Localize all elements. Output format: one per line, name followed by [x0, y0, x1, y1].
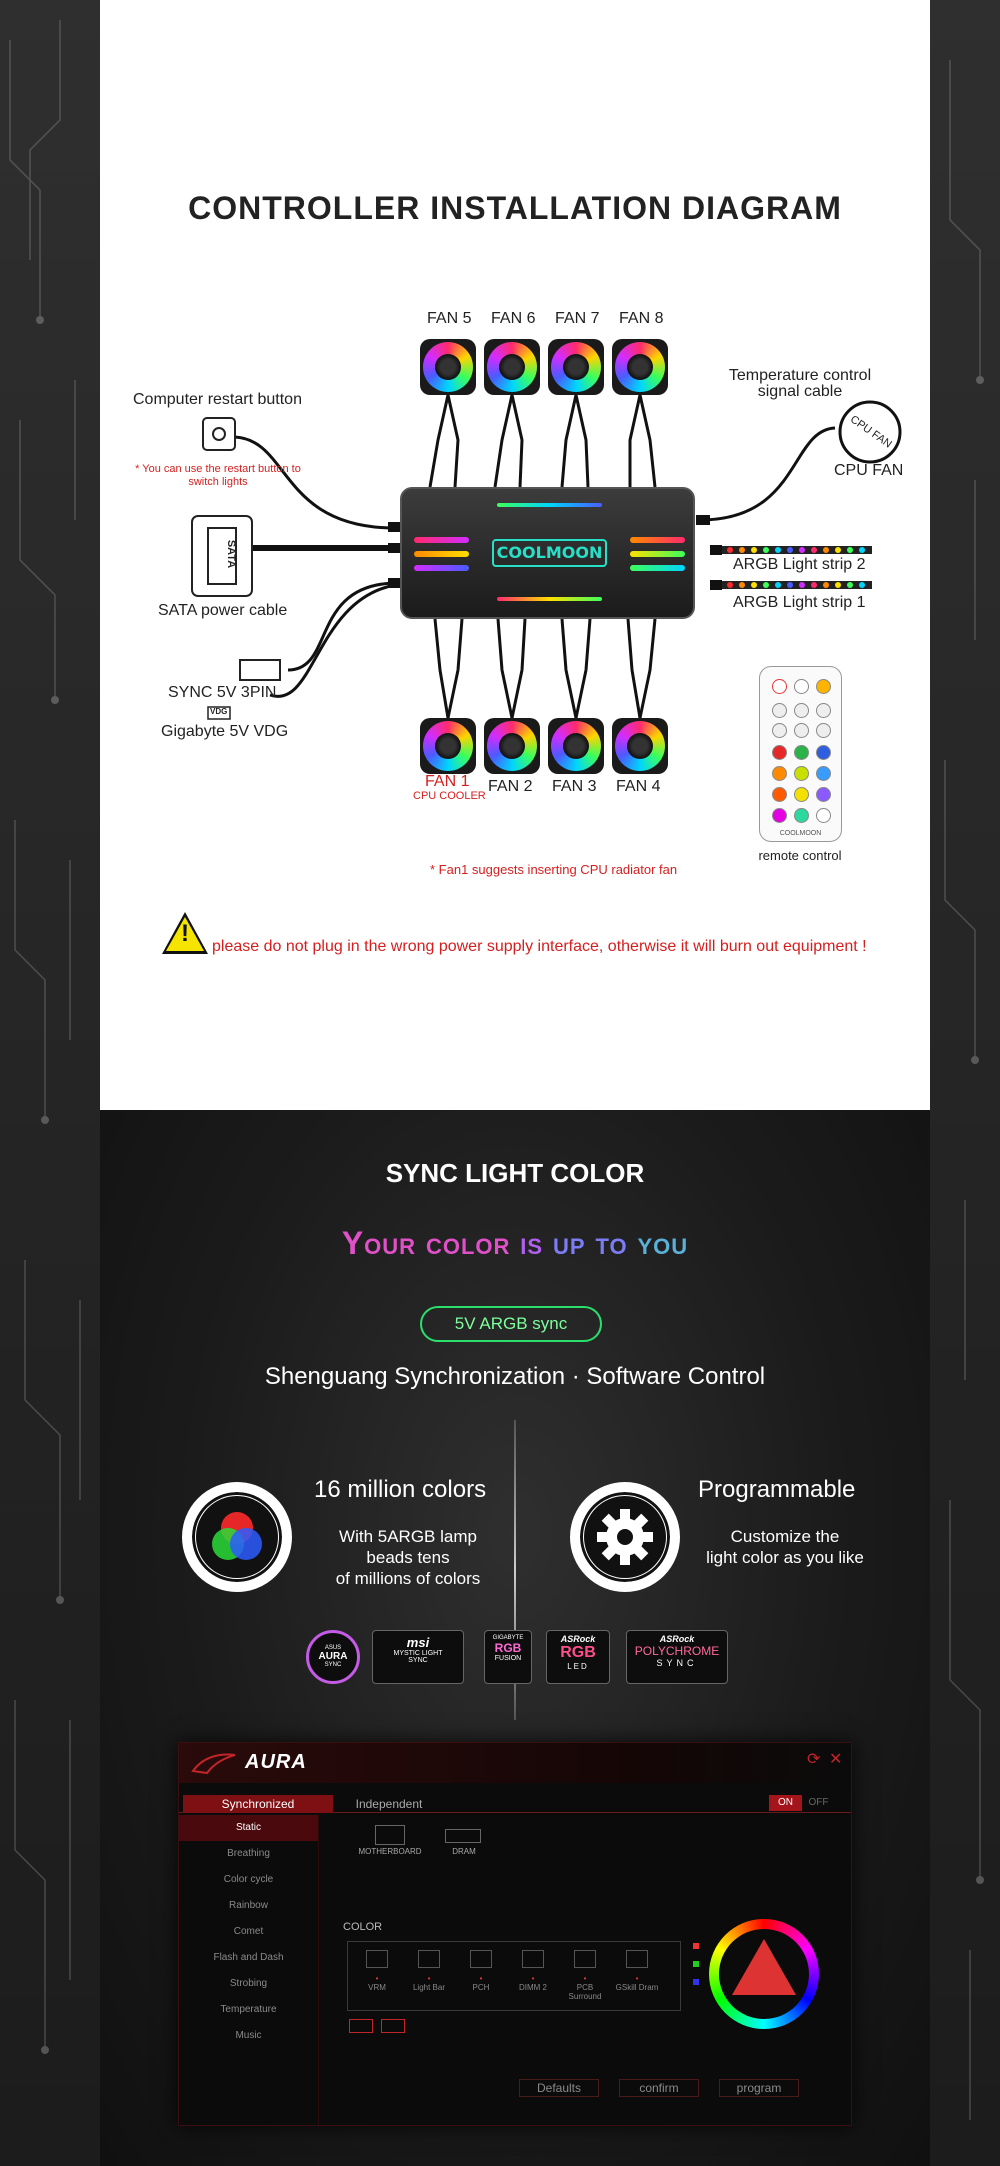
menu-color-cycle[interactable]: Color cycle [223, 1874, 274, 1885]
cpu-fan-label: CPU FAN [834, 462, 904, 479]
gigabyte-rgb-fusion-logo: GIGABYTE RGB FUSION [484, 1630, 532, 1684]
fan-7-label: FAN 7 [555, 310, 600, 327]
aura-tabs [179, 1795, 851, 1813]
circuit-pattern-right [930, 0, 1000, 2166]
fan-8 [612, 339, 668, 395]
sata-label: SATA power cable [158, 602, 288, 619]
color-label: COLOR [343, 1921, 383, 1933]
motherboard-icon [375, 1825, 405, 1845]
fan-4 [612, 718, 668, 774]
aura-title: AURA [245, 1751, 307, 1773]
controller-hub [400, 487, 695, 619]
asrock-rgb-led-logo: ASRock RGB LED [546, 1630, 610, 1684]
fan-5 [420, 339, 476, 395]
device-dram[interactable]: DRAM [452, 1847, 476, 1856]
feature-colors-title: 16 million colors [314, 1476, 487, 1503]
asus-aura-sync-logo: ASUS AURA SYNC [306, 1630, 360, 1684]
defaults-button[interactable]: Defaults [519, 2079, 599, 2097]
fan-1-label: FAN 1 [425, 773, 470, 790]
menu-flash-and-dash[interactable]: Flash and Dash [213, 1952, 284, 1963]
zone-panel [347, 1941, 681, 2011]
remote-control [759, 666, 842, 842]
msi-mystic-light-logo: msi MYSTIC LIGHT SYNC [372, 1630, 464, 1684]
slogan: Your color is up to you [341, 1225, 689, 1261]
cpu-fan-probe-text: CPU FAN [847, 413, 894, 451]
remote-brand: COOLMOON [779, 830, 822, 837]
feature-colors-desc: With 5ARGB lamp beads tens of millions of colors [335, 1527, 481, 1588]
menu-static[interactable]: Static [179, 1815, 318, 1841]
remove-zone-icon[interactable] [381, 2019, 405, 2033]
argb-strip-1-label: ARGB Light strip 1 [733, 594, 866, 611]
fan-3 [548, 718, 604, 774]
feature-programmable-title: Programmable [698, 1476, 856, 1503]
diagram-title: CONTROLLER INSTALLATION DIAGRAM [188, 190, 842, 226]
warning-text: please do not plug in the wrong power supply interface, otherwise it will burn out equipment ! [212, 938, 867, 955]
menu-temperature[interactable]: Temperature [220, 2004, 277, 2015]
zone-pch[interactable]: • PCH [456, 1950, 506, 1992]
argb-sync-badge: 5V ARGB sync [420, 1306, 602, 1342]
fan-3-label: FAN 3 [552, 778, 597, 795]
rgb-circles-icon [182, 1482, 292, 1592]
fan-1 [420, 718, 476, 774]
fan-6 [484, 339, 540, 395]
color-wheel[interactable] [709, 1919, 819, 2029]
aura-effect-menu [179, 1815, 319, 2125]
fan1-note: * Fan1 suggests inserting CPU radiator fan [430, 862, 678, 877]
refresh-icon[interactable]: ⟳ [807, 1751, 821, 1768]
zone-light-bar[interactable]: • Light Bar [404, 1950, 454, 1992]
circuit-pattern-left [0, 0, 100, 2166]
rog-logo-icon [191, 1751, 237, 1775]
sync-light-section [100, 1110, 930, 2166]
gear-icon [570, 1482, 680, 1592]
restart-note: * You can use the restart button to switch lights [135, 463, 301, 488]
sync-label: SYNC 5V 3PIN [168, 684, 277, 701]
close-icon[interactable]: ✕ [829, 1751, 843, 1768]
argb-strip-2-label: ARGB Light strip 2 [733, 556, 866, 573]
aura-header [179, 1743, 851, 1783]
program-button[interactable]: program [719, 2079, 799, 2097]
zone-pcb-surround[interactable]: • PCB Surround [560, 1950, 610, 2001]
fan-8-label: FAN 8 [619, 310, 664, 327]
aura-power-switch[interactable]: ON OFF [769, 1795, 839, 1811]
fan-6-label: FAN 6 [491, 310, 536, 327]
fan-7 [548, 339, 604, 395]
aura-software-window [178, 1742, 852, 2126]
sata-plug-text: SATA [225, 539, 238, 569]
zone-gskill-dram[interactable]: • GSkill Dram [612, 1950, 662, 1992]
fan-1-sub-label: CPU COOLER [413, 790, 486, 802]
installation-diagram: CONTROLLER INSTALLATION DIAGRAM FAN 5 FAN 6 FAN 7 FAN 8 FAN 1 CPU COOLER FAN 2 FAN 3 FAN 4 COOLMOON Computer restart button * You can use the restart button to switch lights SATA SATA power cable SYNC 5V 3PIN VDG Gigabyte 5V VDG Temperature control signal cable CPU FAN CPU FAN ARGB Light strip 2 ARGB Light strip 1 COOLMOON remote control * Fan1 suggests inserting CPU radiator fan ! please do not plug in the wrong power supply interface, otherwise it will burn out equipment ! [100, 0, 930, 1110]
zone-dimm2[interactable]: • DIMM 2 [508, 1950, 558, 1992]
remote-label: remote control [758, 848, 842, 863]
zone-vrm[interactable]: • VRM [352, 1950, 402, 1992]
confirm-button[interactable]: confirm [619, 2079, 699, 2097]
sync-title: SYNC LIGHT COLOR [385, 1158, 645, 1188]
fan-4-label: FAN 4 [616, 778, 661, 795]
controller-logo: COOLMOON [492, 539, 607, 567]
fan-5-label: FAN 5 [427, 310, 472, 327]
gigabyte-label: Gigabyte 5V VDG [161, 723, 289, 740]
menu-music[interactable]: Music [235, 2030, 262, 2041]
menu-comet[interactable]: Comet [233, 1926, 264, 1937]
restart-button-label: Computer restart button [133, 391, 302, 408]
sync-subtitle: Shenguang Synchronization · Software Control [264, 1363, 766, 1390]
fan-2 [484, 718, 540, 774]
menu-rainbow[interactable]: Rainbow [229, 1900, 268, 1911]
add-zone-icon[interactable] [349, 2019, 373, 2033]
asrock-polychrome-sync-logo: ASRock POLYCHROME SYNC [626, 1630, 728, 1684]
menu-breathing[interactable]: Breathing [227, 1848, 270, 1859]
tab-synchronized[interactable]: Synchronized [183, 1795, 333, 1813]
device-motherboard[interactable]: MOTHERBOARD [358, 1847, 422, 1856]
tab-independent[interactable]: Independent [355, 1797, 423, 1811]
menu-strobing[interactable]: Strobing [229, 1978, 268, 1989]
feature-programmable-desc: Customize the light color as you like [706, 1527, 864, 1567]
temp-cable-label: Temperature control signal cable [728, 367, 872, 400]
vdg-plug-text: VDG [210, 707, 228, 716]
fan-2-label: FAN 2 [488, 778, 533, 795]
dram-icon [445, 1829, 481, 1843]
